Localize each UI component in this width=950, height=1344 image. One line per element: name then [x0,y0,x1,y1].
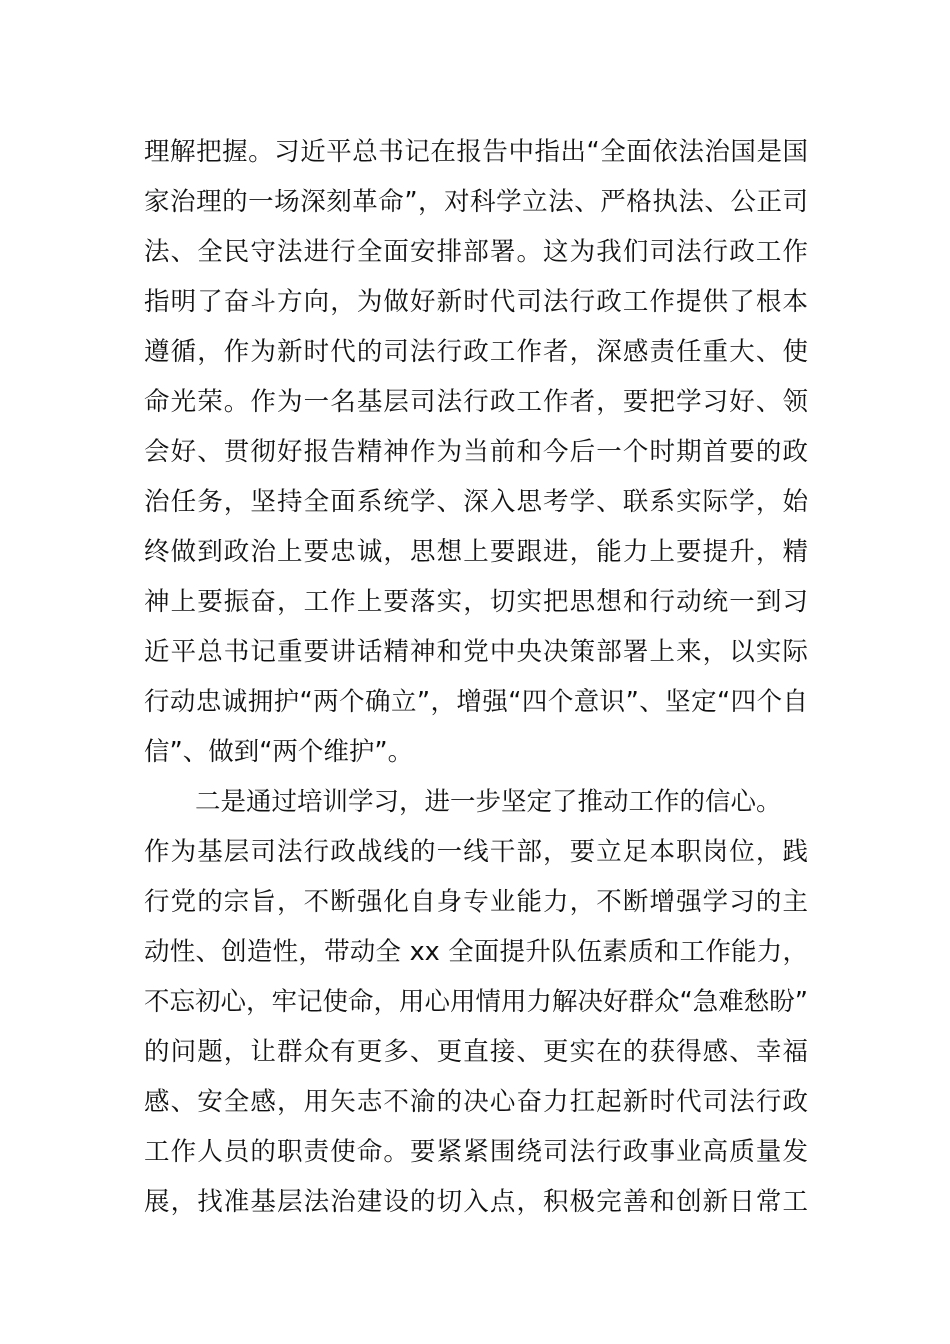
paragraph-1-line: 命光荣。作为一名基层司法行政工作者，要把学习好、领 [144,387,808,417]
paragraph-1-line: 指明了奋斗方向，为做好新时代司法行政工作提供了根本 [144,287,808,317]
paragraph-1-line: 会好、贯彻好报告精神作为当前和今后一个时期首要的政 [144,437,808,467]
paragraph-2-line: 感、安全感，用矢志不渝的决心奋力扛起新时代司法行政 [144,1087,808,1117]
paragraph-1-last-line: 信”、做到“两个维护”。 [144,737,414,767]
paragraph-1-line: 遵循，作为新时代的司法行政工作者，深感责任重大、使 [144,337,808,367]
paragraph-1-line: 理解把握。习近平总书记在报告中指出“全面依法治国是国 [144,137,808,167]
paragraph-2-first-line: 二是通过培训学习，进一步坚定了推动工作的信心。 [195,787,782,817]
paragraph-2-line: 不忘初心，牢记使命，用心用情用力解决好群众“急难愁盼” [144,987,808,1017]
paragraph-2-line: 作为基层司法行政战线的一线干部，要立足本职岗位，践 [144,837,808,867]
paragraph-2-line: 工作人员的职责使命。要紧紧围绕司法行政事业高质量发 [144,1137,808,1167]
paragraph-1-line: 家治理的一场深刻革命”，对科学立法、严格执法、公正司 [144,187,808,217]
paragraph-2-line: 行党的宗旨，不断强化自身专业能力，不断增强学习的主 [144,887,808,917]
paragraph-2-line: 展，找准基层法治建设的切入点，积极完善和创新日常工 [144,1187,808,1217]
paragraph-2-line: 动性、创造性，带动全 xx 全面提升队伍素质和工作能力， [144,937,808,967]
paragraph-1-line: 终做到政治上要忠诚，思想上要跟进，能力上要提升，精 [144,537,808,567]
paragraph-2-line: 的问题，让群众有更多、更直接、更实在的获得感、幸福 [144,1037,808,1067]
paragraph-1-line: 行动忠诚拥护“两个确立”，增强“四个意识”、坚定“四个自 [144,687,808,717]
paragraph-1-line: 法、全民守法进行全面安排部署。这为我们司法行政工作 [144,237,808,267]
document-body [144,127,808,1227]
paragraph-1-line: 治任务，坚持全面系统学、深入思考学、联系实际学，始 [144,487,808,517]
paragraph-1-line: 神上要振奋，工作上要落实，切实把思想和行动统一到习 [144,587,808,617]
paragraph-1-line: 近平总书记重要讲话精神和党中央决策部署上来，以实际 [144,637,808,667]
